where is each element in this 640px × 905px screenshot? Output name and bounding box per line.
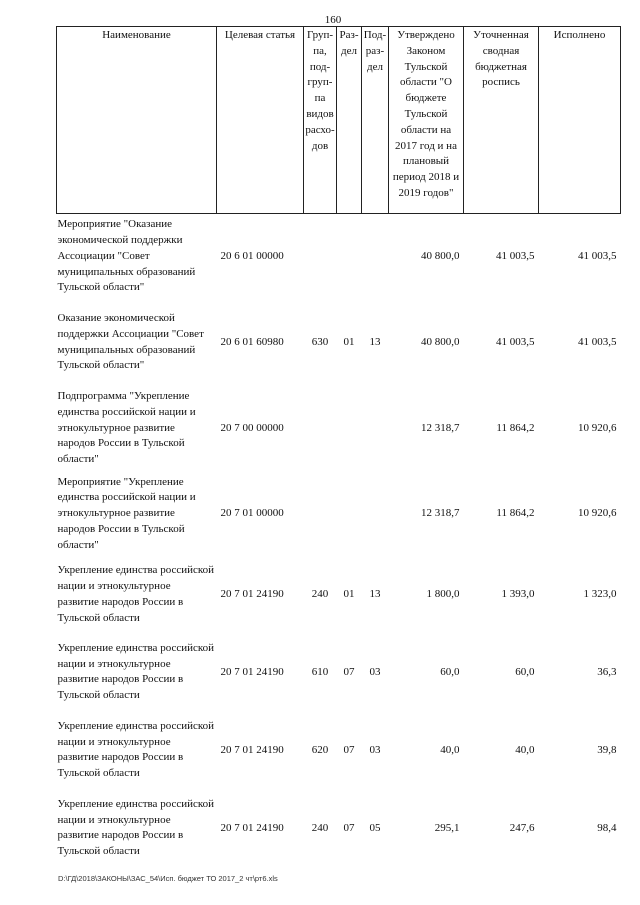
- budget-table: [56, 26, 621, 867]
- row-section: [337, 214, 362, 300]
- row-subsection: [362, 472, 389, 557]
- row-subsection: 03: [369, 665, 381, 678]
- row-section: 01: [343, 588, 355, 601]
- row-approved: 60,0: [440, 665, 460, 678]
- row-section: 07: [343, 821, 355, 834]
- row-approved: 40,0: [440, 743, 460, 756]
- row-code: 20 7 00 00000: [220, 421, 284, 434]
- row-code: 20 7 01 24190: [220, 743, 284, 756]
- row-group: 240: [311, 588, 329, 601]
- row-code: 20 7 01 00000: [220, 507, 284, 520]
- table-row: [57, 633, 621, 711]
- row-code: 20 7 01 24190: [220, 821, 284, 834]
- row-approved: 295,1: [434, 821, 460, 834]
- header-executed: Исполнено: [539, 27, 621, 214]
- row-approved: 40 800,0: [421, 249, 460, 262]
- header-refined: Уточненная сводная бюджетная роспись: [464, 27, 539, 214]
- row-refined: 247,6: [509, 821, 535, 834]
- row-executed: 98,4: [597, 821, 617, 834]
- row-approved: 12 318,7: [421, 421, 460, 434]
- row-executed: 10 920,6: [578, 421, 617, 434]
- row-name: Мероприятие "Оказание экономической поддержки Ассоциации "Совет муниципальных образований Тульской области": [57, 218, 196, 294]
- row-name: Мероприятие "Укрепление единства российской нации и этнокультурное развитие народов России в Тульской области": [57, 475, 196, 551]
- header-group: Груп-па, под-груп-па видов расхо-дов: [304, 27, 337, 214]
- row-name: Укрепление единства российской нации и этнокультурное развитие народов России в Тульской области: [57, 641, 215, 702]
- row-executed: 36,3: [597, 665, 617, 678]
- row-group: 240: [311, 821, 329, 834]
- row-code: 20 7 01 24190: [220, 588, 284, 601]
- row-subsection: 03: [369, 743, 381, 756]
- row-section: [337, 386, 362, 472]
- header-section: Раз-дел: [337, 27, 362, 214]
- row-code: 20 6 01 60980: [220, 335, 284, 348]
- row-section: 07: [343, 743, 355, 756]
- header-row: [57, 27, 621, 214]
- row-subsection: [362, 386, 389, 472]
- row-subsection: 05: [369, 821, 381, 834]
- row-approved: 12 318,7: [421, 507, 460, 520]
- row-executed: 10 920,6: [578, 507, 617, 520]
- row-group: [304, 214, 337, 300]
- table-row: [57, 711, 621, 789]
- row-refined: 11 864,2: [496, 421, 535, 434]
- row-name: Укрепление единства российской нации и этнокультурное развитие народов России в Тульской области: [57, 564, 215, 624]
- row-refined: 60,0: [515, 665, 535, 678]
- row-code: 20 6 01 00000: [220, 249, 284, 262]
- row-executed: 41 003,5: [578, 249, 617, 262]
- table-row: [57, 472, 621, 557]
- table-row: [57, 556, 621, 633]
- row-refined: 41 003,5: [496, 249, 535, 262]
- table-row: [57, 214, 621, 300]
- budget-table-container: [56, 26, 620, 867]
- row-subsection: 13: [369, 588, 381, 601]
- table-row: [57, 386, 621, 472]
- row-refined: 1 393,0: [501, 588, 535, 601]
- row-group: 610: [311, 665, 329, 678]
- page-number: 160: [324, 14, 342, 26]
- header-approved: Утверждено Законом Тульской области "О бюджете Тульской области на 2017 год и на плановый период 2018 и 2019 годов": [389, 27, 464, 214]
- row-executed: 1 323,0: [583, 588, 617, 601]
- header-subsection: Под-раз-дел: [362, 27, 389, 214]
- row-executed: 41 003,5: [578, 335, 617, 348]
- row-group: [304, 472, 337, 557]
- row-refined: 11 864,2: [496, 507, 535, 520]
- row-name: Подпрограмма "Укрепление единства российской нации и этнокультурное развитие народов России в Тульской области": [57, 390, 196, 466]
- table-row: [57, 300, 621, 386]
- row-name: Укрепление единства российской нации и этнокультурное развитие народов России в Тульской области: [57, 719, 215, 780]
- row-section: 07: [343, 665, 355, 678]
- row-group: 630: [311, 335, 329, 348]
- row-subsection: 13: [369, 335, 381, 348]
- table-row: [57, 789, 621, 867]
- row-group: [304, 386, 337, 472]
- row-subsection: [362, 214, 389, 300]
- row-section: 01: [343, 335, 355, 348]
- row-refined: 40,0: [515, 743, 535, 756]
- row-group: 620: [311, 743, 329, 756]
- row-refined: 41 003,5: [496, 335, 535, 348]
- row-section: [337, 472, 362, 557]
- file-path-footer: D:\ГД\2018\ЗАКОНЫ\ЗАС_54\Исп. бюджет ТО 2017_2 чт\рт6.xls: [58, 874, 278, 883]
- row-approved: 40 800,0: [421, 335, 460, 348]
- row-approved: 1 800,0: [426, 588, 460, 601]
- row-executed: 39,8: [597, 743, 617, 756]
- row-code: 20 7 01 24190: [220, 665, 284, 678]
- row-name: Укрепление единства российской нации и этнокультурное развитие народов России в Тульской области: [57, 797, 215, 858]
- header-target: Целевая статья: [217, 27, 304, 214]
- row-name: Оказание экономической поддержки Ассоциации "Совет муниципальных образований Тульской области": [57, 311, 204, 372]
- header-name: Наименование: [57, 27, 217, 214]
